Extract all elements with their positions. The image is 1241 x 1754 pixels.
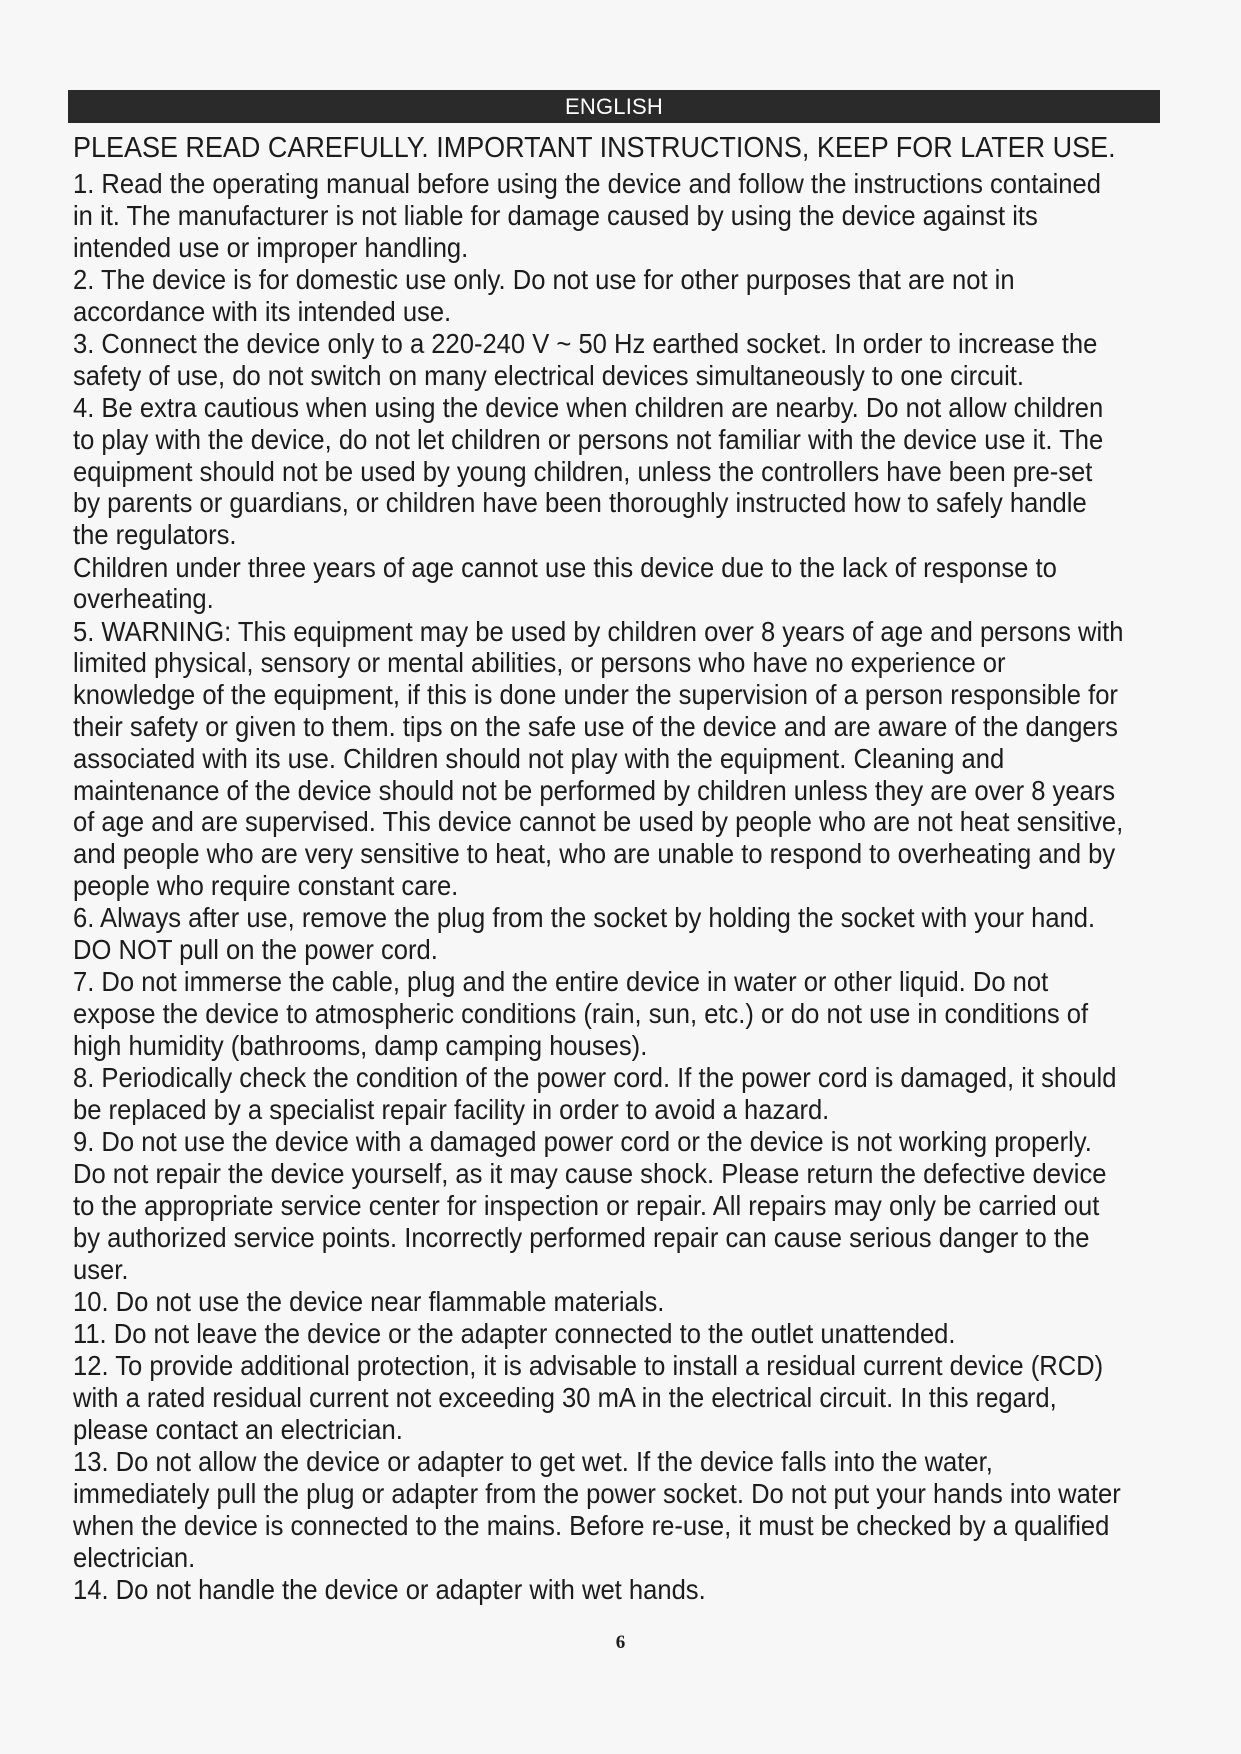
instructions-body	[73, 130, 1124, 1606]
page-number: 6	[615, 1632, 626, 1653]
instruction-4: 4. Be extra cautious when using the device when children are nearby. Do not allow children to play with the device, do not let children or persons not familiar with the device use it. The equipment should not be used by young children, unless the controllers have been pre-set by parents or guardians, or children have been thoroughly instructed how to safely handle the regulators.	[73, 392, 1104, 551]
language-header: ENGLISH	[68, 90, 1160, 123]
instruction-12: 12. To provide additional protection, it is advisable to install a residual current device (RCD) with a rated residual current not exceeding 30 mA in the electrical circuit. In this regard, please contact an electrician.	[73, 1350, 1104, 1446]
instruction-13: 13. Do not allow the device or adapter to get wet. If the device falls into the water, immediately pull the plug or adapter from the power socket. Do not put your hands into water when the device is connected to the mains. Before re-use, it must be checked by a qualified electrician.	[73, 1446, 1121, 1573]
instruction-4-children-note: Children under three years of age cannot use this device due to the lack of response to overheating.	[73, 551, 1057, 615]
instruction-11: 11. Do not leave the device or the adapter connected to the outlet unattended.	[73, 1318, 956, 1350]
instruction-1: 1. Read the operating manual before using the device and follow the instructions contained in it. The manufacturer is not liable for damage caused by using the device against its intended use or improper handling.	[73, 168, 1101, 263]
headline: PLEASE READ CAREFULLY. IMPORTANT INSTRUCTIONS, KEEP FOR LATER USE.	[73, 132, 1116, 164]
instruction-6: 6. Always after use, remove the plug from the socket by holding the socket with your hand. DO NOT pull on the power cord.	[73, 902, 1096, 966]
instruction-9: 9. Do not use the device with a damaged power cord or the device is not working properly. Do not repair the device yourself, as it may cause shock. Please return the defective device to the appropriate service center for inspection or repair. All repairs may only be carried out by authorized service points. Incorrectly performed repair can cause serious danger to the user.	[73, 1126, 1107, 1285]
instruction-3: 3. Connect the device only to a 220-240 V ~ 50 Hz earthed socket. In order to increase the safety of use, do not switch on many electrical devices simultaneously to one circuit.	[73, 327, 1098, 391]
instruction-7: 7. Do not immerse the cable, plug and the entire device in water or other liquid. Do not expose the device to atmospheric conditions (rain, sun, etc.) or do not use in conditions of high humidity (bathrooms, damp camping houses).	[73, 966, 1089, 1062]
instruction-10: 10. Do not use the device near flammable materials.	[73, 1285, 665, 1317]
instruction-14: 14. Do not handle the device or adapter with wet hands.	[73, 1574, 706, 1606]
instruction-8: 8. Periodically check the condition of the power cord. If the power cord is damaged, it should be replaced by a specialist repair facility in order to avoid a hazard.	[73, 1062, 1117, 1126]
instruction-5-warning: 5. WARNING: This equipment may be used by children over 8 years of age and persons with limited physical, sensory or mental abilities, or persons who have no experience or knowledge of the equipment, if this is done under the supervision of a person responsible for their safety or given to them. tips on the safe use of the device and are aware of the dangers associated with its use. Children should not play with the equipment. Cleaning and maintenance of the device should not be performed by children unless they are over 8 years of age and are supervised. This device cannot be used by people who are not heat sensitive, and people who are very sensitive to heat, who are unable to respond to overheating and by people who require constant care.	[73, 615, 1124, 902]
instruction-2: 2. The device is for domestic use only. Do not use for other purposes that are not in accordance with its intended use.	[73, 263, 1015, 327]
